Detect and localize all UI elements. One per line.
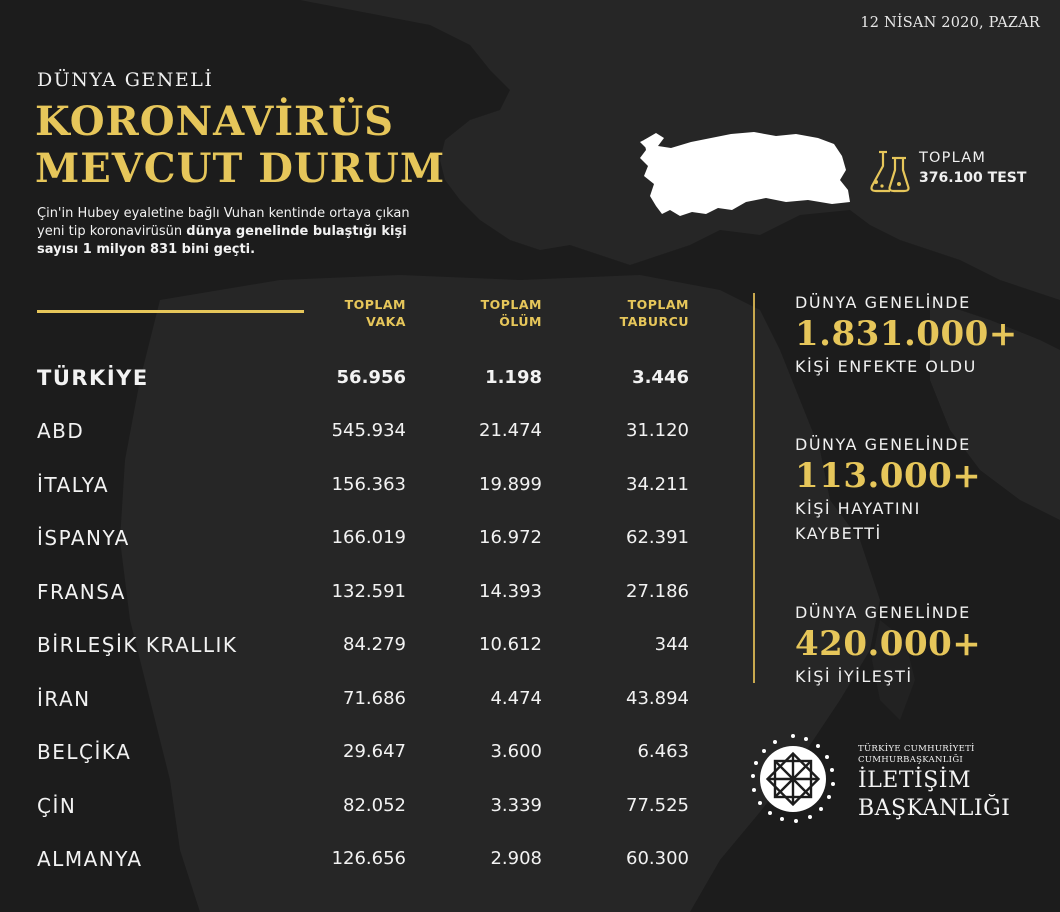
deaths-value: 3.600 xyxy=(490,741,542,762)
deaths-value: 4.474 xyxy=(490,688,542,709)
cases-value: 84.279 xyxy=(343,634,406,655)
title-line-1: KORONAVİRÜS xyxy=(35,98,395,145)
column-header-recovered-line1: TOPLAM xyxy=(627,297,689,312)
deaths-value: 10.612 xyxy=(479,634,542,655)
table-row xyxy=(37,687,697,717)
table-header-rule xyxy=(37,310,304,313)
intro-bold-text: dünya genelinde bulaştığı kişi sayısı 1 milyon 831 bini geçti. xyxy=(37,224,407,257)
column-header-cases-line2: VAKA xyxy=(366,314,406,329)
cases-value: 166.019 xyxy=(331,527,406,548)
cases-value: 132.591 xyxy=(331,581,406,602)
column-header-recovered-line2: TABURCU xyxy=(619,314,689,329)
column-header-recovered xyxy=(569,296,689,330)
cases-value: 29.647 xyxy=(343,741,406,762)
column-header-cases xyxy=(286,296,406,330)
deaths-value: 3.339 xyxy=(490,795,542,816)
stat-value: 113.000+ xyxy=(795,456,982,496)
recovered-value: 60.300 xyxy=(626,848,689,869)
recovered-value: 344 xyxy=(654,634,689,655)
intro-text: Çin'in Hubey eyaletine bağlı Vuhan kentinde ortaya çıkan yeni tip koronavirüsün xyxy=(37,206,410,239)
stat-label: DÜNYA GENELİNDE xyxy=(795,293,971,312)
recovered-value: 43.894 xyxy=(626,688,689,709)
cases-value: 56.956 xyxy=(336,367,406,388)
column-header-cases-line1: TOPLAM xyxy=(344,297,406,312)
stat-infected xyxy=(795,292,1018,379)
table-row xyxy=(37,366,697,396)
deaths-value: 1.198 xyxy=(485,367,542,388)
communications-directorate-logo xyxy=(748,732,838,828)
recovered-value: 62.391 xyxy=(626,527,689,548)
recovered-value: 31.120 xyxy=(626,420,689,441)
table-row xyxy=(37,794,697,824)
org-name xyxy=(858,744,1010,822)
deaths-value: 19.899 xyxy=(479,474,542,495)
stats-divider xyxy=(753,293,755,683)
stat-caption: KİŞİ ENFEKTE OLDU xyxy=(795,357,977,376)
date-label: 12 NİSAN 2020, PAZAR xyxy=(860,15,1040,31)
country-name: İTALYA xyxy=(37,473,110,497)
cases-value: 126.656 xyxy=(331,848,406,869)
deaths-value: 2.908 xyxy=(490,848,542,869)
lab-flask-icon xyxy=(866,148,912,194)
deaths-value: 21.474 xyxy=(479,420,542,441)
cases-value: 82.052 xyxy=(343,795,406,816)
stat-label: DÜNYA GENELİNDE xyxy=(795,603,971,622)
turkey-map-silhouette xyxy=(636,128,852,220)
recovered-value: 27.186 xyxy=(626,581,689,602)
country-name: ALMANYA xyxy=(37,847,143,871)
total-test-label: TOPLAM xyxy=(919,150,987,166)
stat-deaths xyxy=(795,434,981,546)
country-name: ABD xyxy=(37,419,85,443)
total-test-value: 376.100 TEST xyxy=(919,170,1027,186)
cases-value: 156.363 xyxy=(331,474,406,495)
country-name: TÜRKİYE xyxy=(37,366,149,390)
stat-label: DÜNYA GENELİNDE xyxy=(795,435,971,454)
stat-caption: KİŞİ HAYATINI xyxy=(795,499,921,518)
table-row xyxy=(37,580,697,610)
country-name: İRAN xyxy=(37,687,91,711)
intro-paragraph xyxy=(37,205,437,259)
column-header-deaths-line2: ÖLÜM xyxy=(499,314,542,329)
recovered-value: 3.446 xyxy=(632,367,689,388)
country-name: ÇİN xyxy=(37,794,77,818)
org-line-1: TÜRKİYE CUMHURİYETİ xyxy=(858,744,975,754)
recovered-value: 34.211 xyxy=(626,474,689,495)
recovered-value: 77.525 xyxy=(626,795,689,816)
cases-value: 545.934 xyxy=(331,420,406,441)
kicker-heading: DÜNYA GENELİ xyxy=(37,69,214,91)
table-row xyxy=(37,419,697,449)
stat-value: 1.831.000+ xyxy=(795,314,1018,354)
table-row xyxy=(37,526,697,556)
org-line-4: BAŞKANLIĞI xyxy=(858,796,1011,821)
title-line-2: MEVCUT DURUM xyxy=(35,145,446,192)
deaths-value: 14.393 xyxy=(479,581,542,602)
table-row xyxy=(37,473,697,503)
country-name: BİRLEŞİK KRALLIK xyxy=(37,633,238,657)
table-row xyxy=(37,633,697,663)
org-line-3: İLETİŞİM xyxy=(858,768,972,793)
org-line-2: CUMHURBAŞKANLIĞI xyxy=(858,755,964,765)
stat-caption: KİŞİ İYİLEŞTİ xyxy=(795,667,913,686)
table-row xyxy=(37,740,697,770)
cases-value: 71.686 xyxy=(343,688,406,709)
country-name: FRANSA xyxy=(37,580,126,604)
table-row xyxy=(37,847,697,877)
stat-caption-line2: KAYBETTİ xyxy=(795,524,882,543)
country-name: İSPANYA xyxy=(37,526,130,550)
stat-recovered xyxy=(795,602,981,689)
column-header-deaths-line1: TOPLAM xyxy=(480,297,542,312)
country-name: BELÇİKA xyxy=(37,740,132,764)
stat-value: 420.000+ xyxy=(795,624,982,664)
page-title xyxy=(35,98,445,192)
recovered-value: 6.463 xyxy=(637,741,689,762)
deaths-value: 16.972 xyxy=(479,527,542,548)
column-header-deaths xyxy=(422,296,542,330)
